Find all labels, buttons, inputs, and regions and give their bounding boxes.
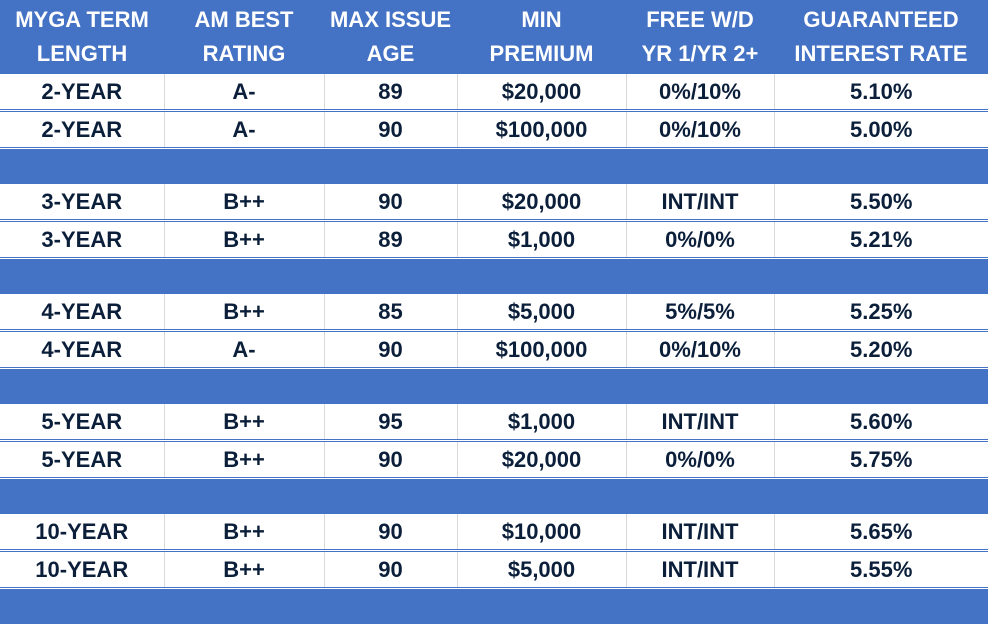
table-row <box>0 551 988 589</box>
cell-rate: 5.65% <box>774 514 988 551</box>
cell-rating: B++ <box>164 221 324 259</box>
cell-max-age: 90 <box>324 514 457 551</box>
header-line: AM BEST <box>164 3 324 37</box>
cell-rate: 5.50% <box>774 184 988 221</box>
cell-term: 3-YEAR <box>0 221 164 259</box>
cell-max-age: 85 <box>324 294 457 331</box>
cell-rating: B++ <box>164 514 324 551</box>
header-line: LENGTH <box>0 37 164 71</box>
cell-max-age: 90 <box>324 551 457 589</box>
cell-rate: 5.21% <box>774 221 988 259</box>
header-line: RATING <box>164 37 324 71</box>
group-separator <box>0 589 988 624</box>
cell-max-age: 89 <box>324 74 457 111</box>
cell-rating: B++ <box>164 551 324 589</box>
header-free-withdrawal <box>626 0 774 74</box>
header-term-length <box>0 0 164 74</box>
cell-term: 10-YEAR <box>0 514 164 551</box>
separator-bar <box>0 589 988 624</box>
header-row <box>0 0 988 74</box>
cell-rating: A- <box>164 111 324 149</box>
cell-rating: B++ <box>164 184 324 221</box>
cell-term: 4-YEAR <box>0 294 164 331</box>
cell-rate: 5.55% <box>774 551 988 589</box>
cell-rate: 5.00% <box>774 111 988 149</box>
group-separator <box>0 479 988 515</box>
cell-rating: B++ <box>164 404 324 441</box>
cell-free-wd: 0%/0% <box>626 441 774 479</box>
header-line: INTEREST RATE <box>774 37 988 71</box>
cell-free-wd: 0%/0% <box>626 221 774 259</box>
cell-rate: 5.75% <box>774 441 988 479</box>
table-header <box>0 0 988 74</box>
table-row <box>0 221 988 259</box>
cell-term: 3-YEAR <box>0 184 164 221</box>
cell-free-wd: 0%/10% <box>626 74 774 111</box>
header-line: AGE <box>324 37 457 71</box>
cell-max-age: 95 <box>324 404 457 441</box>
cell-term: 5-YEAR <box>0 441 164 479</box>
cell-term: 4-YEAR <box>0 331 164 369</box>
cell-min-premium: $10,000 <box>457 514 626 551</box>
separator-bar <box>0 149 988 185</box>
header-line: MIN <box>457 3 626 37</box>
table-row <box>0 514 988 551</box>
cell-rate: 5.25% <box>774 294 988 331</box>
header-guaranteed-rate <box>774 0 988 74</box>
table-row <box>0 74 988 111</box>
header-min-premium <box>457 0 626 74</box>
cell-free-wd: INT/INT <box>626 184 774 221</box>
cell-min-premium: $20,000 <box>457 74 626 111</box>
cell-max-age: 90 <box>324 331 457 369</box>
cell-min-premium: $20,000 <box>457 441 626 479</box>
table-row <box>0 441 988 479</box>
cell-min-premium: $100,000 <box>457 111 626 149</box>
table-row <box>0 331 988 369</box>
cell-max-age: 89 <box>324 221 457 259</box>
separator-bar <box>0 479 988 515</box>
cell-min-premium: $1,000 <box>457 221 626 259</box>
cell-free-wd: INT/INT <box>626 551 774 589</box>
header-line: YR 1/YR 2+ <box>626 37 774 71</box>
cell-term: 2-YEAR <box>0 74 164 111</box>
cell-rating: B++ <box>164 294 324 331</box>
cell-free-wd: INT/INT <box>626 514 774 551</box>
cell-max-age: 90 <box>324 441 457 479</box>
cell-rating: A- <box>164 331 324 369</box>
cell-max-age: 90 <box>324 111 457 149</box>
table-body <box>0 74 988 624</box>
cell-free-wd: INT/INT <box>626 404 774 441</box>
separator-bar <box>0 369 988 405</box>
header-line: GUARANTEED <box>774 3 988 37</box>
header-line: PREMIUM <box>457 37 626 71</box>
cell-rating: A- <box>164 74 324 111</box>
cell-rate: 5.60% <box>774 404 988 441</box>
header-line: MAX ISSUE <box>324 3 457 37</box>
cell-rate: 5.10% <box>774 74 988 111</box>
header-am-best-rating <box>164 0 324 74</box>
header-max-issue-age <box>324 0 457 74</box>
cell-max-age: 90 <box>324 184 457 221</box>
group-separator <box>0 149 988 185</box>
cell-min-premium: $100,000 <box>457 331 626 369</box>
cell-min-premium: $5,000 <box>457 551 626 589</box>
cell-free-wd: 0%/10% <box>626 331 774 369</box>
cell-min-premium: $20,000 <box>457 184 626 221</box>
table-row <box>0 294 988 331</box>
cell-rating: B++ <box>164 441 324 479</box>
table-row <box>0 111 988 149</box>
cell-free-wd: 5%/5% <box>626 294 774 331</box>
cell-term: 2-YEAR <box>0 111 164 149</box>
cell-term: 10-YEAR <box>0 551 164 589</box>
header-line: FREE W/D <box>626 3 774 37</box>
cell-min-premium: $1,000 <box>457 404 626 441</box>
separator-bar <box>0 259 988 295</box>
header-line: MYGA TERM <box>0 3 164 37</box>
cell-term: 5-YEAR <box>0 404 164 441</box>
cell-rate: 5.20% <box>774 331 988 369</box>
group-separator <box>0 369 988 405</box>
cell-free-wd: 0%/10% <box>626 111 774 149</box>
group-separator <box>0 259 988 295</box>
table-row <box>0 184 988 221</box>
cell-min-premium: $5,000 <box>457 294 626 331</box>
table-row <box>0 404 988 441</box>
